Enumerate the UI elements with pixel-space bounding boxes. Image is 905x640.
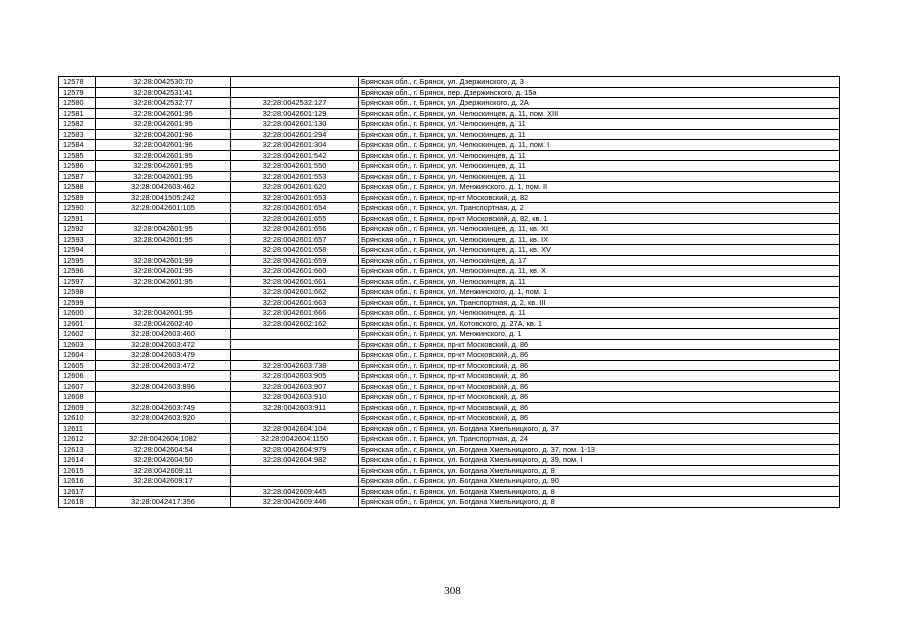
cell-address: Брянская обл., г. Брянск, ул. Челюскинцев, д. 11, пом. XIII [359, 108, 840, 119]
cell-address: Брянская обл., г. Брянск, ул. Челюскинцев, д. 11, кв. XV [359, 245, 840, 256]
cell-cadastral-number: 32:28:0042603:472 [96, 339, 231, 350]
cell-address: Брянская обл., г. Брянск, ул. Богдана Хмельницкого, д. 39, пом. I [359, 455, 840, 466]
table-row [59, 213, 840, 224]
table-row [59, 192, 840, 203]
cell-cadastral-number: 32:28:0041505:242 [96, 192, 231, 203]
table-row [59, 266, 840, 277]
cell-address: Брянская обл., г. Брянск, ул. Богдана Хмельницкого, д. 37 [359, 423, 840, 434]
cell-cadastral-number [96, 213, 231, 224]
table-row [59, 255, 840, 266]
cell-record-number: 12586 [59, 161, 96, 172]
table-row [59, 297, 840, 308]
cell-record-number: 12605 [59, 360, 96, 371]
cell-cadastral-number: 32:28:0042603:460 [96, 329, 231, 340]
cell-record-number: 12610 [59, 413, 96, 424]
table-row [59, 381, 840, 392]
cell-record-number: 12603 [59, 339, 96, 350]
cell-cadastral-number [96, 371, 231, 382]
cell-object-cadastral-number: 32:28:0042609:445 [231, 486, 359, 497]
cell-address: Брянская обл., г. Брянск, ул. Челюскинцев, д. 11 [359, 150, 840, 161]
cell-cadastral-number: 32:28:0042601:95 [96, 276, 231, 287]
cell-record-number: 12609 [59, 402, 96, 413]
cell-cadastral-number [96, 287, 231, 298]
table-row [59, 402, 840, 413]
cell-address: Брянская обл., г. Брянск, ул. Челюскинцев, д. 11 [359, 171, 840, 182]
table-row [59, 486, 840, 497]
table-row [59, 245, 840, 256]
table-row [59, 203, 840, 214]
registry-table [58, 76, 840, 508]
table-row [59, 287, 840, 298]
cell-cadastral-number: 32:28:0042602:40 [96, 318, 231, 329]
cell-record-number: 12597 [59, 276, 96, 287]
cell-address: Брянская обл., г. Брянск, пр-кт Московский, д. 86 [359, 381, 840, 392]
table-row [59, 318, 840, 329]
cell-address: Брянская обл., г. Брянск, пр-кт Московский, д. 86 [359, 339, 840, 350]
cell-cadastral-number: 32:28:0042604:54 [96, 444, 231, 455]
cell-address: Брянская обл., г. Брянск, пр-кт Московский, д. 82 [359, 192, 840, 203]
cell-cadastral-number [96, 392, 231, 403]
cell-record-number: 12583 [59, 129, 96, 140]
table-row [59, 329, 840, 340]
cell-object-cadastral-number: 32:28:0042601:662 [231, 287, 359, 298]
table-row [59, 444, 840, 455]
cell-object-cadastral-number: 32:28:0042601:663 [231, 297, 359, 308]
table-row [59, 129, 840, 140]
cell-record-number: 12584 [59, 140, 96, 151]
cell-record-number: 12602 [59, 329, 96, 340]
cell-cadastral-number: 32:28:0042601:95 [96, 150, 231, 161]
cell-address: Брянская обл., г. Брянск, ул. Котовского, д. 27А, кв. 1 [359, 318, 840, 329]
cell-address: Брянская обл., г. Брянск, ул. Дзержинского, д. 2А [359, 98, 840, 109]
cell-object-cadastral-number [231, 413, 359, 424]
cell-object-cadastral-number: 32:28:0042601:666 [231, 308, 359, 319]
cell-record-number: 12613 [59, 444, 96, 455]
table-row [59, 276, 840, 287]
table-row [59, 150, 840, 161]
cell-cadastral-number: 32:28:0042601:95 [96, 108, 231, 119]
cell-address: Брянская обл., г. Брянск, ул. Богдана Хмельницкого, д. 8 [359, 497, 840, 508]
cell-record-number: 12594 [59, 245, 96, 256]
table-row [59, 182, 840, 193]
cell-cadastral-number: 32:28:0042530:70 [96, 77, 231, 88]
cell-object-cadastral-number: 32:28:0042601:658 [231, 245, 359, 256]
cell-record-number: 12616 [59, 476, 96, 487]
cell-object-cadastral-number: 32:28:0042601:656 [231, 224, 359, 235]
table-row [59, 465, 840, 476]
cell-cadastral-number: 32:28:0042603:920 [96, 413, 231, 424]
cell-object-cadastral-number: 32:28:0042603:738 [231, 360, 359, 371]
cell-record-number: 12615 [59, 465, 96, 476]
cell-cadastral-number: 32:28:0042601:96 [96, 129, 231, 140]
cell-object-cadastral-number: 32:28:0042601:661 [231, 276, 359, 287]
cell-address: Брянская обл., г. Брянск, ул. Дзержинского, д. 3 [359, 77, 840, 88]
table-row [59, 108, 840, 119]
cell-record-number: 12588 [59, 182, 96, 193]
cell-object-cadastral-number: 32:28:0042601:553 [231, 171, 359, 182]
cell-cadastral-number: 32:28:0042601:95 [96, 266, 231, 277]
cell-object-cadastral-number: 32:28:0042601:550 [231, 161, 359, 172]
table-row [59, 455, 840, 466]
cell-record-number: 12614 [59, 455, 96, 466]
table-row [59, 171, 840, 182]
cell-object-cadastral-number [231, 87, 359, 98]
cell-record-number: 12604 [59, 350, 96, 361]
cell-cadastral-number: 32:28:0042601:95 [96, 308, 231, 319]
cell-object-cadastral-number [231, 339, 359, 350]
table-body [59, 77, 840, 508]
table-row [59, 234, 840, 245]
cell-record-number: 12579 [59, 87, 96, 98]
cell-address: Брянская обл., г. Брянск, ул. Менжинского, д. 1 [359, 329, 840, 340]
cell-record-number: 12592 [59, 224, 96, 235]
cell-cadastral-number: 32:28:0042601:96 [96, 140, 231, 151]
cell-record-number: 12606 [59, 371, 96, 382]
cell-address: Брянская обл., г. Брянск, ул. Челюскинцев, д. 11 [359, 161, 840, 172]
cell-cadastral-number: 32:28:0042603:462 [96, 182, 231, 193]
cell-address: Брянская обл., г. Брянск, пр-кт Московский, д. 86 [359, 350, 840, 361]
cell-object-cadastral-number: 32:28:0042532:127 [231, 98, 359, 109]
cell-address: Брянская обл., г. Брянск, ул. Челюскинцев, д. 11 [359, 276, 840, 287]
cell-object-cadastral-number: 32:28:0042601:294 [231, 129, 359, 140]
cell-cadastral-number [96, 245, 231, 256]
table-row [59, 371, 840, 382]
cell-cadastral-number: 32:28:0042609:17 [96, 476, 231, 487]
cell-address: Брянская обл., г. Брянск, ул. Челюскинцев, д. 11 [359, 308, 840, 319]
table-row [59, 360, 840, 371]
table-row [59, 497, 840, 508]
cell-record-number: 12591 [59, 213, 96, 224]
cell-address: Брянская обл., г. Брянск, ул. Менжинского, д. 1, пом. II [359, 182, 840, 193]
cell-address: Брянская обл., г. Брянск, пр-кт Московский, д. 86 [359, 371, 840, 382]
table-row [59, 308, 840, 319]
cell-object-cadastral-number: 32:28:0042604:979 [231, 444, 359, 455]
cell-object-cadastral-number: 32:28:0042609:446 [231, 497, 359, 508]
cell-object-cadastral-number: 32:28:0042601:657 [231, 234, 359, 245]
cell-object-cadastral-number: 32:28:0042601:653 [231, 192, 359, 203]
cell-record-number: 12601 [59, 318, 96, 329]
cell-record-number: 12582 [59, 119, 96, 130]
cell-object-cadastral-number: 32:28:0042604:982 [231, 455, 359, 466]
cell-object-cadastral-number: 32:28:0042601:130 [231, 119, 359, 130]
cell-object-cadastral-number: 32:28:0042601:620 [231, 182, 359, 193]
cell-address: Брянская обл., г. Брянск, ул. Челюскинцев, д. 11, пом. I [359, 140, 840, 151]
cell-object-cadastral-number [231, 329, 359, 340]
cell-address: Брянская обл., г. Брянск, ул. Челюскинцев, д. 11, кв. IX [359, 234, 840, 245]
table-row [59, 350, 840, 361]
cell-address: Брянская обл., г. Брянск, ул. Челюскинцев, д. 11, кв. X [359, 266, 840, 277]
cell-object-cadastral-number: 32:28:0042601:654 [231, 203, 359, 214]
cell-address: Брянская обл., г. Брянск, пер. Дзержинского, д. 15а [359, 87, 840, 98]
table-row [59, 224, 840, 235]
cell-cadastral-number: 32:28:0042532:77 [96, 98, 231, 109]
cell-cadastral-number [96, 297, 231, 308]
cell-record-number: 12589 [59, 192, 96, 203]
cell-record-number: 12612 [59, 434, 96, 445]
cell-address: Брянская обл., г. Брянск, ул. Челюскинцев, д. 17 [359, 255, 840, 266]
cell-object-cadastral-number [231, 77, 359, 88]
cell-address: Брянская обл., г. Брянск, ул. Челюскинцев, д. 11, кв. XI [359, 224, 840, 235]
table-row [59, 392, 840, 403]
table-row [59, 413, 840, 424]
cell-cadastral-number: 32:28:0042604:50 [96, 455, 231, 466]
cell-record-number: 12600 [59, 308, 96, 319]
cell-object-cadastral-number [231, 476, 359, 487]
cell-record-number: 12587 [59, 171, 96, 182]
cell-record-number: 12618 [59, 497, 96, 508]
cell-object-cadastral-number: 32:28:0042601:655 [231, 213, 359, 224]
cell-object-cadastral-number: 32:28:0042601:660 [231, 266, 359, 277]
cell-address: Брянская обл., г. Брянск, пр-кт Московский, д. 86 [359, 360, 840, 371]
cell-record-number: 12608 [59, 392, 96, 403]
cell-cadastral-number: 32:28:0042601:95 [96, 234, 231, 245]
cell-cadastral-number: 32:28:0042603:749 [96, 402, 231, 413]
cell-object-cadastral-number: 32:28:0042603:910 [231, 392, 359, 403]
cell-record-number: 12578 [59, 77, 96, 88]
cell-cadastral-number [96, 486, 231, 497]
cell-cadastral-number: 32:28:0042601:95 [96, 119, 231, 130]
cell-object-cadastral-number: 32:28:0042601:542 [231, 150, 359, 161]
cell-cadastral-number: 32:28:0042603:896 [96, 381, 231, 392]
cell-address: Брянская обл., г. Брянск, пр-кт Московский, д. 86 [359, 413, 840, 424]
cell-record-number: 12590 [59, 203, 96, 214]
table-row [59, 87, 840, 98]
cell-cadastral-number: 32:28:0042609:11 [96, 465, 231, 476]
cell-record-number: 12611 [59, 423, 96, 434]
table-row [59, 423, 840, 434]
cell-cadastral-number: 32:28:0042417:356 [96, 497, 231, 508]
cell-cadastral-number: 32:28:0042601:95 [96, 161, 231, 172]
cell-record-number: 12593 [59, 234, 96, 245]
cell-record-number: 12596 [59, 266, 96, 277]
cell-record-number: 12617 [59, 486, 96, 497]
cell-cadastral-number: 32:28:0042604:1082 [96, 434, 231, 445]
cell-cadastral-number: 32:28:0042601:99 [96, 255, 231, 266]
table-row [59, 434, 840, 445]
table-row [59, 77, 840, 88]
cell-object-cadastral-number: 32:28:0042603:905 [231, 371, 359, 382]
cell-record-number: 12598 [59, 287, 96, 298]
cell-cadastral-number [96, 423, 231, 434]
cell-cadastral-number: 32:28:0042601:95 [96, 224, 231, 235]
table-row [59, 161, 840, 172]
cell-cadastral-number: 32:28:0042531:41 [96, 87, 231, 98]
cell-address: Брянская обл., г. Брянск, ул. Челюскинцев, д. 11 [359, 129, 840, 140]
cell-object-cadastral-number: 32:28:0042601:304 [231, 140, 359, 151]
table-row [59, 476, 840, 487]
cell-address: Брянская обл., г. Брянск, ул. Богдана Хмельницкого, д. 8 [359, 486, 840, 497]
cell-object-cadastral-number: 32:28:0042604:1150 [231, 434, 359, 445]
cell-record-number: 12599 [59, 297, 96, 308]
cell-cadastral-number: 32:28:0042603:479 [96, 350, 231, 361]
cell-address: Брянская обл., г. Брянск, ул. Богдана Хмельницкого, д. 90 [359, 476, 840, 487]
cell-record-number: 12607 [59, 381, 96, 392]
cell-address: Брянская обл., г. Брянск, пр-кт Московский, д. 86 [359, 392, 840, 403]
cell-address: Брянская обл., г. Брянск, ул. Менжинского, д. 1, пом. 1 [359, 287, 840, 298]
cell-address: Брянская обл., г. Брянск, пр-кт Московский, д. 86 [359, 402, 840, 413]
table-row [59, 119, 840, 130]
cell-object-cadastral-number [231, 465, 359, 476]
cell-record-number: 12580 [59, 98, 96, 109]
page-number: 308 [444, 585, 461, 597]
cell-object-cadastral-number: 32:28:0042602:162 [231, 318, 359, 329]
cell-object-cadastral-number: 32:28:0042601:129 [231, 108, 359, 119]
cell-cadastral-number: 32:28:0042603:472 [96, 360, 231, 371]
cell-object-cadastral-number: 32:28:0042601:659 [231, 255, 359, 266]
cell-cadastral-number: 32:28:0042601:95 [96, 171, 231, 182]
cell-record-number: 12585 [59, 150, 96, 161]
cell-record-number: 12595 [59, 255, 96, 266]
cell-address: Брянская обл., г. Брянск, ул. Транспортная, д. 24 [359, 434, 840, 445]
cell-object-cadastral-number: 32:28:0042604:104 [231, 423, 359, 434]
table-row [59, 339, 840, 350]
cell-address: Брянская обл., г. Брянск, ул. Богдана Хмельницкого, д. 37, пом. 1-13 [359, 444, 840, 455]
cell-address: Брянская обл., г. Брянск, ул. Транспортная, д. 2 [359, 203, 840, 214]
cell-object-cadastral-number: 32:28:0042603:907 [231, 381, 359, 392]
cell-address: Брянская обл., г. Брянск, пр-кт Московский, д. 82, кв. 1 [359, 213, 840, 224]
cell-address: Брянская обл., г. Брянск, ул. Транспортная, д. 2, кв. III [359, 297, 840, 308]
cell-object-cadastral-number: 32:28:0042603:911 [231, 402, 359, 413]
table-row [59, 140, 840, 151]
table-row [59, 98, 840, 109]
cell-object-cadastral-number [231, 350, 359, 361]
cell-cadastral-number: 32:28:0042601:105 [96, 203, 231, 214]
cell-address: Брянская обл., г. Брянск, ул. Богдана Хмельницкого, д. 8 [359, 465, 840, 476]
cell-record-number: 12581 [59, 108, 96, 119]
cell-address: Брянская обл., г. Брянск, ул. Челюскинцев, д. 11 [359, 119, 840, 130]
